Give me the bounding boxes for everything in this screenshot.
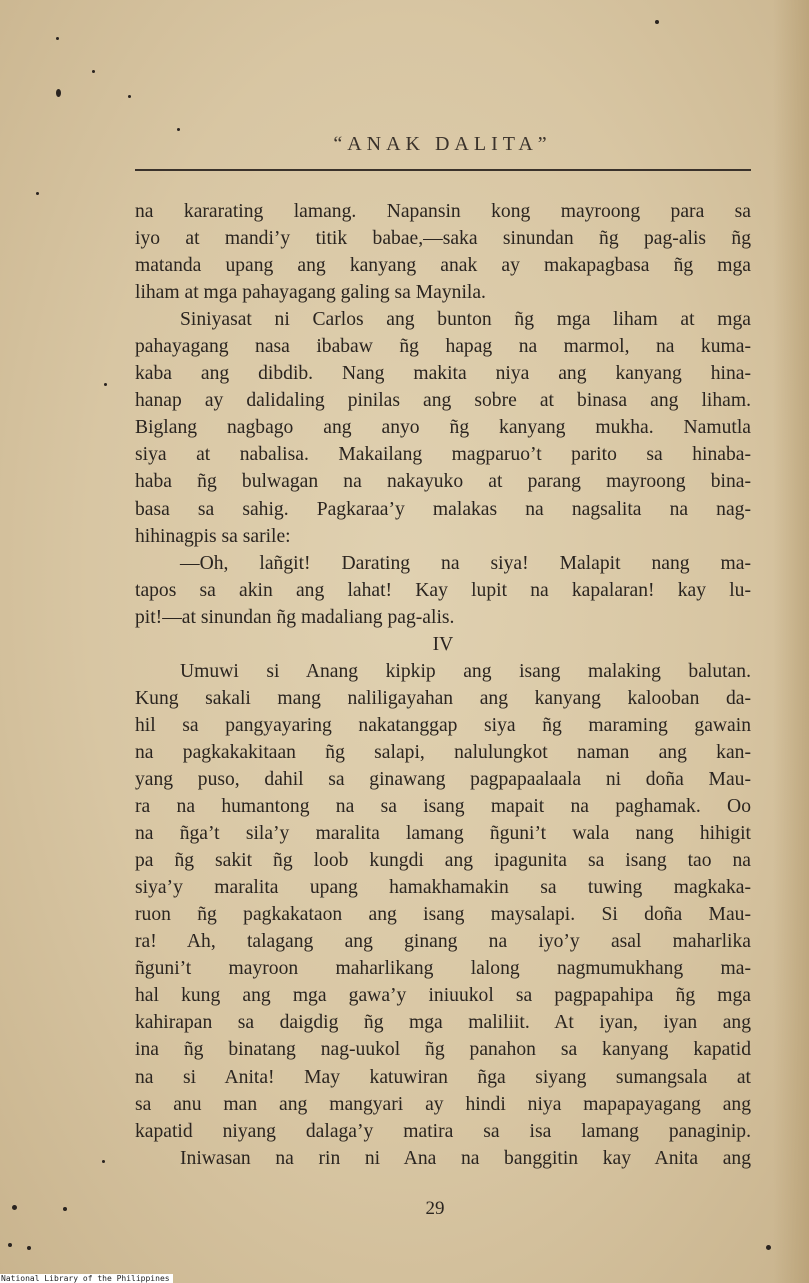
text-line: basa sa sahig. Pagkaraa’y malakas na nagsalita na nag- — [135, 498, 751, 520]
ink-speck — [102, 1160, 105, 1163]
text-line: ina ñg binatang nag-uukol ñg panahon sa kanyang kapatid — [135, 1039, 751, 1061]
text-line: pahayagang nasa ibabaw ñg hapag na marmol, na kuma- — [135, 336, 751, 358]
text-line: hil sa pangyayaring nakatanggap siya ñg maraming gawain — [135, 714, 751, 736]
text-line: pa ñg sakit ñg loob kungdi ang ipagunita sa isang tao na — [135, 850, 751, 872]
text-line: pit!—at sinundan ñg madaliang pag-alis. — [135, 606, 455, 628]
ink-speck — [177, 128, 180, 131]
text-line: ruon ñg pagkakataon ang isang maysalapi. Si doña Mau- — [135, 904, 751, 926]
page-number: 29 — [425, 1198, 445, 1219]
text-line: ra na humantong na sa isang mapait na paghamak. Oo — [135, 796, 751, 818]
section-heading: IV — [432, 633, 454, 655]
text-line: Biglang nagbago ang anyo ñg kanyang mukha. Namutla — [135, 417, 751, 439]
library-credit: National Library of the Philippines — [0, 1274, 173, 1283]
ink-speck — [104, 383, 107, 386]
text-line: na ñga’t sila’y maralita lamang ñguni’t wala nang hihigit — [135, 823, 751, 845]
text-line: siya at nabalisa. Makailang magparuo’t parito sa hinaba- — [135, 444, 751, 466]
text-line: haba ñg bulwagan na nakayuko at parang mayroong bina- — [135, 471, 751, 493]
text-line: —Oh, lañgit! Darating na siya! Malapit nang ma- — [180, 552, 751, 574]
ink-speck — [63, 1207, 67, 1211]
ink-speck — [8, 1243, 12, 1247]
text-line: kahirapan sa daigdig ñg mga maliliit. At iyan, iyan ang — [135, 1012, 751, 1034]
text-line: sa anu man ang mangyari ay hindi niya mapapayagang ang — [135, 1093, 751, 1115]
ink-speck — [27, 1246, 31, 1250]
text-line: matanda upang ang kanyang anak ay makapagbasa ñg mga — [135, 255, 751, 277]
ink-speck — [766, 1245, 771, 1250]
ink-speck — [92, 70, 95, 73]
page-edge-shadow — [773, 0, 809, 1283]
text-line: liham at mga pahayagang galing sa Maynila. — [135, 282, 486, 304]
text-line: iyo at mandi’y titik babae,—saka sinundan ñg pag-alis ñg — [135, 228, 751, 250]
text-line: Kung sakali mang naliligayahan ang kanyang kalooban da- — [135, 687, 751, 709]
text-line: yang puso, dahil sa ginawang pagpapaalaala ni doña Mau- — [135, 768, 751, 790]
header-rule — [135, 169, 751, 171]
text-line: na kararating lamang. Napansin kong mayroong para sa — [135, 201, 751, 222]
ink-speck — [36, 192, 39, 195]
text-line: siya’y maralita upang hamakhamakin sa tuwing magkaka- — [135, 877, 751, 899]
text-line: hal kung ang mga gawa’y iniuukol sa pagpapahipa ñg mga — [135, 985, 751, 1007]
ink-speck — [56, 37, 59, 40]
text-line: Iniwasan na rin ni Ana na banggitin kay Anita ang — [180, 1147, 751, 1169]
ink-speck — [12, 1205, 17, 1210]
text-line: na si Anita! May katuwiran ñga siyang sumangsala at — [135, 1066, 751, 1088]
running-title: “ANAK DALITA” — [333, 133, 552, 155]
text-line: hanap ay dalidaling pinilas ang sobre at binasa ang liham. — [135, 390, 751, 412]
ink-speck — [128, 95, 131, 98]
text-line: Siniyasat ni Carlos ang bunton ñg mga liham at mga — [180, 309, 751, 331]
ink-speck — [655, 20, 659, 24]
text-line: tapos sa akin ang lahat! Kay lupit na kapalaran! kay lu- — [135, 579, 751, 601]
text-line: kaba ang dibdib. Nang makita niya ang kanyang hina- — [135, 363, 751, 385]
text-line: Umuwi si Anang kipkip ang isang malaking balutan. — [180, 660, 751, 682]
text-line: hihinagpis sa sarile: — [135, 525, 291, 547]
body-text — [135, 198, 751, 1172]
text-line: kapatid niyang dalaga’y matira sa isa lamang panaginip. — [135, 1120, 751, 1142]
ink-speck — [56, 89, 61, 97]
text-line: ra! Ah, talagang ang ginang na iyo’y asal maharlika — [135, 931, 751, 953]
text-line: ñguni’t mayroon maharlikang lalong nagmumukhang ma- — [135, 958, 751, 980]
text-line: na pagkakakitaan ñg salapi, nalulungkot naman ang kan- — [135, 741, 751, 763]
